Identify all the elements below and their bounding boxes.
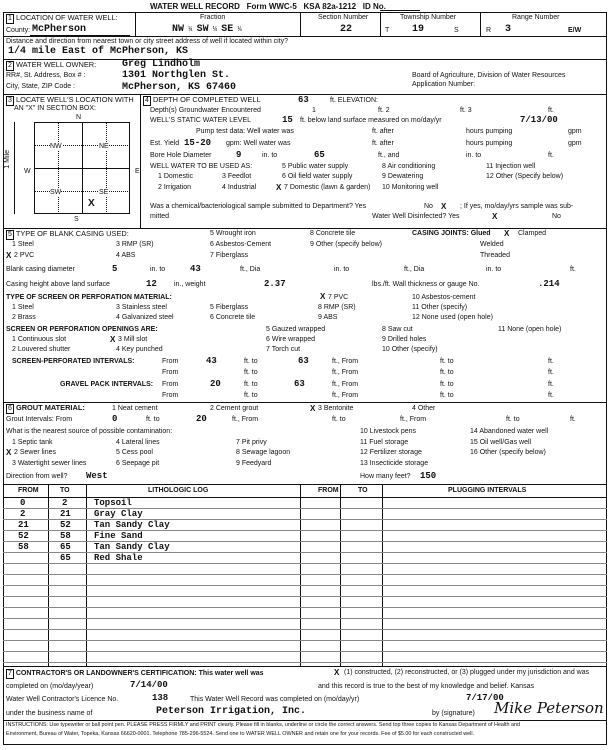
elevation-label: ft. ELEVATION:: [330, 97, 378, 104]
open-louvered: 2 Louvered shutter: [12, 346, 71, 353]
disinfected-x-mark: X: [492, 212, 498, 221]
screen-asbestos: 10 Asbestos-cement: [412, 294, 476, 301]
contam-feedyard: 9 Feedyard: [236, 460, 272, 467]
casing-other: 9 Other (specify below): [310, 241, 382, 248]
log-to: 65: [60, 553, 71, 563]
static-label: WELL'S STATIC WATER LEVEL: [150, 117, 252, 124]
s7-label: 7 CONTRACTOR'S OR LANDOWNER'S CERTIFICATION: This water well was: [8, 670, 264, 677]
screen-label: TYPE OF SCREEN OR PERFORATION MATERIAL:: [6, 294, 172, 301]
address-value: 1301 Northglen St.: [122, 70, 231, 81]
fraction-values: NW ¼ SW ¼ SE ¼: [172, 24, 242, 35]
casing-concrete: 8 Concrete tile: [310, 230, 356, 237]
range-value: 3: [505, 24, 512, 35]
use-x-mark: X: [276, 183, 282, 192]
range-label: Range Number: [512, 14, 560, 21]
gi-ft-to: ft. to: [146, 416, 160, 423]
log-header-to: TO: [60, 487, 70, 494]
casing-wrought: 5 Wrought iron: [210, 230, 256, 237]
weight-value: 2.37: [264, 279, 286, 289]
open-other: 10 Other (specify): [382, 346, 438, 353]
east-label: E: [135, 168, 140, 175]
sp-ft-to: ft. to: [244, 358, 258, 365]
gi-ft-from: ft., From: [232, 416, 259, 423]
open-wire: 6 Wire wrapped: [266, 336, 316, 343]
sp-ft-to2: ft. to: [440, 358, 454, 365]
screen-fiberglass: 5 Fiberglass: [210, 304, 249, 311]
address-label: RR#, St. Address, Box # :: [6, 72, 86, 79]
gp2-ft-to2: ft. to: [440, 392, 454, 399]
contam-privy: 7 Pit privy: [236, 439, 267, 446]
gp-ft-to: ft. to: [244, 381, 258, 388]
log-row-line: [3, 629, 607, 630]
wall-label: lbs./ft. Wall thickness or gauge No.: [372, 281, 480, 288]
pump-ft-after: ft. after: [372, 128, 394, 135]
grout-bentonite-x: X: [310, 404, 316, 413]
log-desc: Fine Sand: [94, 531, 143, 541]
board-label: Board of Agriculture, Division of Water Resources: [412, 72, 566, 79]
use-irrigation: 2 Irrigation: [158, 184, 192, 191]
yield-tail: gpm: Well water was: [226, 140, 291, 147]
gp-from-label: From: [162, 381, 179, 388]
diam-in-to: in. to: [150, 266, 166, 273]
s1-label: 1 LOCATION OF WATER WELL:: [8, 13, 118, 22]
sp2-ft-to2: ft. to: [440, 369, 454, 376]
contam-lagoon: 8 Sewage lagoon: [236, 449, 291, 456]
ksa-ref: KSA 82a-1212: [303, 2, 357, 11]
record-value: 7/17/00: [466, 693, 504, 703]
sp2-from-label: From: [162, 369, 179, 376]
grout-cement: 2 Cement grout: [210, 405, 259, 412]
record-label: This Water Well Record was completed on (mo/day/yr): [190, 696, 360, 703]
diam-in-to2: in. to: [334, 266, 350, 273]
log-from: 2: [20, 509, 26, 519]
casing-abs: 4 ABS: [116, 252, 136, 259]
s2-label: 2 WATER WELL OWNER:: [8, 60, 97, 69]
gw-1: 1: [312, 107, 316, 114]
yield-hours: hours pumping: [466, 140, 513, 147]
pump-gpm: gpm: [568, 128, 582, 135]
yield-gpm: gpm: [568, 140, 582, 147]
feet-value: 150: [420, 471, 437, 481]
contam-sewer: 2 Sewer lines: [14, 449, 57, 456]
sp-label: SCREEN-PERFORATED INTERVALS:: [12, 358, 135, 365]
distance-label: Distance and direction from nearest town or city street address of well if located within city?: [6, 38, 289, 45]
nw-quadrant: NW: [50, 143, 62, 150]
gi-ft-to3: ft. to: [506, 416, 520, 423]
city-label: City, State, ZIP Code :: [6, 83, 75, 90]
log-row-line: [3, 607, 607, 608]
use-other: 12 Other (Specify below): [486, 173, 564, 180]
s6-label: 6 GROUT MATERIAL:: [8, 403, 85, 412]
section-label: Section Number: [318, 14, 369, 21]
diam-value: 5: [112, 264, 118, 274]
contam-insecticide: 13 Insecticide storage: [360, 460, 429, 467]
static-tail: ft. below land surface measured on mo/day/yr: [300, 117, 442, 124]
direction-value: West: [86, 471, 108, 481]
signature-label: by (signature): [432, 710, 475, 717]
gi-ft-to2: ft. to: [332, 416, 346, 423]
se-quadrant: SE: [99, 189, 109, 196]
screen-concrete: 6 Concrete tile: [210, 314, 256, 321]
log-header-to2: TO: [358, 487, 368, 494]
log-header-from: FROM: [18, 487, 39, 494]
bore-in-to2: in. to: [466, 152, 482, 159]
open-drilled: 9 Drilled holes: [382, 336, 427, 343]
sp-from-value: 43: [206, 356, 217, 366]
instructions-line2: Environment, Bureau of Water, Topeka, Kansas 66620-0001. Telephone 785-296-5524. Send one to WATER WELL OWNER and retain one for your records. Fee of $5.00 for each constructed well.: [6, 731, 475, 737]
ne-quadrant: NE: [99, 143, 109, 150]
county-value: McPherson: [32, 24, 87, 35]
bore-in-to: in. to: [262, 152, 278, 159]
s-label: S: [454, 27, 459, 34]
open-torch: 7 Torch cut: [266, 346, 301, 353]
contam-livestock: 10 Livestock pens: [360, 428, 417, 435]
use-feedlot: 3 Feedlot: [222, 173, 252, 180]
joints-glued-x: X: [504, 229, 510, 238]
bore-ft: ft.: [548, 152, 554, 159]
gw-3: ft. 3: [460, 107, 472, 114]
pump-hours: hours pumping: [466, 128, 513, 135]
gi-ft-from2: ft., From: [400, 416, 427, 423]
open-gauzed: 5 Gauzed wrapped: [266, 326, 326, 333]
contam-lateral: 4 Lateral lines: [116, 439, 160, 446]
county-label: County:: [6, 27, 31, 34]
open-continuous: 1 Continuous slot: [12, 336, 67, 343]
disinfected-no: No: [552, 213, 561, 220]
yield-label: Est. Yield: [150, 140, 180, 147]
log-row-line: [3, 596, 607, 597]
log-to: 2: [62, 498, 68, 508]
completed-label: completed on (mo/day/year): [6, 683, 94, 690]
static-value: 15: [282, 115, 293, 125]
chem-mitted: mitted: [150, 213, 170, 220]
log-desc: Tan Sandy Clay: [94, 520, 170, 530]
bore-to-value: 65: [314, 150, 325, 160]
business-value: Peterson Irrigation, Inc.: [156, 706, 307, 717]
grout-neat: 1 Neat cement: [112, 405, 158, 412]
direction-label: Direction from well?: [6, 473, 68, 480]
groundwater-label: Depth(s) Groundwater Encountered: [150, 107, 261, 114]
yield-ft-after: ft. after: [372, 140, 394, 147]
joints-label: CASING JOINTS: Glued: [412, 230, 491, 237]
screen-none: 12 None used (open hole): [412, 314, 493, 321]
chem-tail: ; If yes, mo/day/yrs sample was sub-: [460, 203, 574, 210]
app-number-label: Application Number:: [412, 81, 476, 88]
screen-stainless: 3 Stainless steel: [116, 304, 167, 311]
business-label: under the business name of: [6, 710, 93, 717]
constructed-x: X: [334, 668, 340, 677]
north-label: N: [76, 114, 82, 121]
log-to: 65: [60, 542, 71, 552]
screen-other: 11 Other (specify): [412, 304, 468, 311]
r-label: R: [486, 27, 492, 34]
feet-label: How many feet?: [360, 473, 411, 480]
log-row-line: [3, 574, 607, 575]
log-from: 0: [20, 498, 26, 508]
depth-value: 63: [298, 95, 309, 105]
s5-label: 5 TYPE OF BLANK CASING USED:: [8, 229, 129, 238]
contam-fertilizer: 12 Fertilizer storage: [360, 449, 422, 456]
contam-cess: 5 Cess pool: [116, 449, 153, 456]
gi-from-value: 0: [112, 414, 118, 424]
diam-to-value: 43: [190, 264, 201, 274]
s3-label2: AN "X" IN SECTION BOX:: [14, 105, 96, 112]
gp-to-value: 63: [294, 379, 305, 389]
use-industrial: 4 Industrial: [222, 184, 257, 191]
sp2-ft-from: ft., From: [332, 369, 359, 376]
contam-fuel: 11 Fuel storage: [360, 439, 409, 446]
township-value: 19: [412, 24, 425, 35]
chem-no: No: [424, 203, 433, 210]
sp2-ft-end: ft.: [548, 369, 554, 376]
casing-rmp: 3 RMP (SR): [116, 241, 154, 248]
height-label: Casing height above land surface: [6, 281, 110, 288]
screen-pvc-x: X: [320, 292, 326, 301]
section-value: 22: [340, 24, 353, 35]
contam-abandoned: 14 Abandoned water well: [470, 428, 549, 435]
distance-value: 1/4 mile East of McPherson, KS: [8, 46, 189, 57]
owner-value: Greg Lindholm: [122, 59, 201, 70]
fraction-label: Fraction: [200, 14, 226, 21]
form-title: WATER WELL RECORD: [150, 2, 240, 11]
log-row-line: [3, 640, 607, 641]
diam-ft-end: ft.: [570, 266, 576, 273]
sp-from-label: From: [162, 358, 179, 365]
gp2-from-label: From: [162, 392, 179, 399]
log-row-line: [3, 651, 607, 652]
use-label: WELL WATER TO BE USED AS:: [150, 163, 253, 170]
openings-label: SCREEN OR PERFORATION OPENINGS ARE:: [6, 326, 158, 333]
use-monitoring: 10 Monitoring well: [382, 184, 439, 191]
signature: Mike Peterson: [494, 699, 604, 717]
joints-welded: Welded: [480, 241, 504, 248]
log-desc: Topsoil: [94, 498, 132, 508]
diam-label: Blank casing diameter: [6, 266, 75, 273]
use-oilfield: 6 Oil field water supply: [282, 173, 353, 180]
log-row-line: [3, 618, 607, 619]
contam-seepage: 6 Seepage pit: [116, 460, 160, 467]
gp2-ft-end: ft.: [548, 392, 554, 399]
casing-pvc: 2 PVC: [14, 252, 35, 259]
log-to: 58: [60, 531, 71, 541]
contam-oilgas: 15 Oil well/Gas well: [470, 439, 532, 446]
bore-value: 9: [236, 150, 242, 160]
log-header-from2: FROM: [318, 487, 339, 494]
log-desc: Gray Clay: [94, 509, 143, 519]
log-from: 21: [18, 520, 29, 530]
open-saw: 8 Saw cut: [382, 326, 413, 333]
contam-other: 16 Other (specify below): [470, 449, 546, 456]
ew-label: E/W: [568, 27, 582, 34]
use-air: 8 Air conditioning: [382, 163, 436, 170]
diam-ft-dia: ft., Dia: [240, 266, 261, 273]
contam-watertight: 3 Watertight sewer lines: [12, 460, 87, 467]
height-value: 12: [146, 279, 157, 289]
license-label: Water Well Contractor's Licence No.: [6, 696, 119, 703]
use-dewatering: 9 Dewatering: [382, 173, 424, 180]
screen-steel: 1 Steel: [12, 304, 34, 311]
open-key: 4 Key punched: [116, 346, 163, 353]
license-value: 138: [152, 693, 169, 703]
s3-label: 3 LOCATE WELL'S LOCATION WITH: [8, 95, 134, 104]
form-number: Form WWC-5: [246, 2, 297, 11]
chem-label: Was a chemical/bacteriological sample submitted to Department? Yes: [150, 203, 367, 210]
contam-sewer-x: X: [6, 448, 12, 457]
screen-abs: 9 ABS: [318, 314, 338, 321]
log-row-line: [3, 585, 607, 586]
screen-rmp: 8 RMP (SR): [318, 304, 356, 311]
true-text: and this record is true to the best of my knowledge and belief. Kansas: [318, 683, 534, 690]
casing-fiberglass: 7 Fiberglass: [210, 252, 249, 259]
gp-label: GRAVEL PACK INTERVALS:: [60, 381, 154, 388]
completed-value: 7/14/00: [130, 680, 168, 690]
diam-in-to3: in. to: [486, 266, 502, 273]
contam-septic: 1 Septic tank: [12, 439, 53, 446]
instructions-line1: INSTRUCTIONS: Use typewriter or ball point pen. PLEASE PRESS FIRMLY and PRINT clearly. Please fill in blanks, underline or circle the correct answers. Send top three copies to Kansas Department of Health and: [6, 722, 521, 728]
gp-ft-end: ft.: [548, 381, 554, 388]
screen-pvc: 7 PVC: [328, 294, 349, 301]
grout-bentonite: 3 Bentonite: [318, 405, 354, 412]
sw-quadrant: SW: [50, 189, 62, 196]
gp2-ft-to: ft. to: [244, 392, 258, 399]
use-domestic: 1 Domestic: [158, 173, 194, 180]
casing-pvc-x: X: [6, 251, 12, 260]
sp-to-value: 63: [298, 356, 309, 366]
casing-steel: 1 Steel: [12, 241, 34, 248]
gw-2: ft. 2: [378, 107, 390, 114]
location-x-mark: X: [88, 198, 95, 209]
log-to: 52: [60, 520, 71, 530]
chem-x-mark: X: [441, 202, 447, 211]
west-label: W: [24, 168, 31, 175]
screen-brass: 2 Brass: [12, 314, 36, 321]
bore-ft-and: ft., and: [378, 152, 400, 159]
log-header-plugging: PLUGGING INTERVALS: [448, 487, 527, 494]
gp-ft-from: ft., From: [332, 381, 359, 388]
grout-other: 4 Other: [412, 405, 436, 412]
log-header-litho: LITHOLOGIC LOG: [148, 487, 209, 494]
static-date: 7/13/00: [520, 115, 558, 125]
yield-value: 15-20: [184, 138, 212, 148]
gi-ft-end: ft.: [570, 416, 576, 423]
contam-label: What is the nearest source of possible contamination:: [6, 428, 173, 435]
log-to: 21: [60, 509, 71, 519]
pump-label: Pump test data: Well water was: [196, 128, 294, 135]
diam-ft-dia2: ft., Dia: [404, 266, 425, 273]
form-header: [150, 2, 386, 11]
disinfected-label: Water Well Disinfected? Yes: [372, 213, 460, 220]
casing-asbestos: 6 Asbestos-Cement: [210, 241, 272, 248]
south-label: S: [74, 216, 79, 223]
log-desc: Tan Sandy Clay: [94, 542, 170, 552]
screen-galvanized: 4 Galvanized steel: [116, 314, 174, 321]
open-mill-x: X: [110, 335, 116, 344]
sp-ft-from: ft., From: [332, 358, 359, 365]
gi-label: Grout Intervals: From: [6, 416, 73, 423]
log-desc: Red Shale: [94, 553, 143, 563]
gi-to-value: 20: [196, 414, 207, 424]
gw-ft: ft.: [548, 107, 554, 114]
sp2-ft-to: ft. to: [244, 369, 258, 376]
bore-label: Bore Hole Diameter: [150, 152, 212, 159]
s4-depth: 4 DEPTH OF COMPLETED WELL: [145, 95, 261, 104]
height-in-weight: in., weight: [174, 281, 206, 288]
gp-from-value: 20: [210, 379, 221, 389]
sp-ft-end: ft.: [548, 358, 554, 365]
joints-threaded: Threaded: [480, 252, 510, 259]
id-no-label: ID No.: [362, 2, 386, 11]
use-injection: 11 Injection well: [486, 163, 536, 170]
cert-text: (1) constructed, (2) reconstructed, or (3) plugged under my jurisdiction and was: [344, 669, 590, 676]
log-from: 58: [18, 542, 29, 552]
log-from: 52: [18, 531, 29, 541]
use-public: 5 Public water supply: [282, 163, 349, 170]
open-mill: 3 Mill slot: [118, 336, 148, 343]
gauge-value: .214: [538, 279, 560, 289]
log-row-line: [3, 662, 607, 663]
mile-label: 1 Mile: [4, 150, 11, 169]
city-value: McPherson, KS 67460: [122, 82, 237, 93]
township-label: Township Number: [400, 14, 457, 21]
use-lawn-garden: 7 Domestic (lawn & garden): [284, 184, 371, 191]
joints-clamped: Clamped: [518, 230, 547, 237]
t-label: T: [385, 27, 390, 34]
gp2-ft-from: ft., From: [332, 392, 359, 399]
gp-ft-to2: ft. to: [440, 381, 454, 388]
open-none: 11 None (open hole): [498, 326, 562, 333]
